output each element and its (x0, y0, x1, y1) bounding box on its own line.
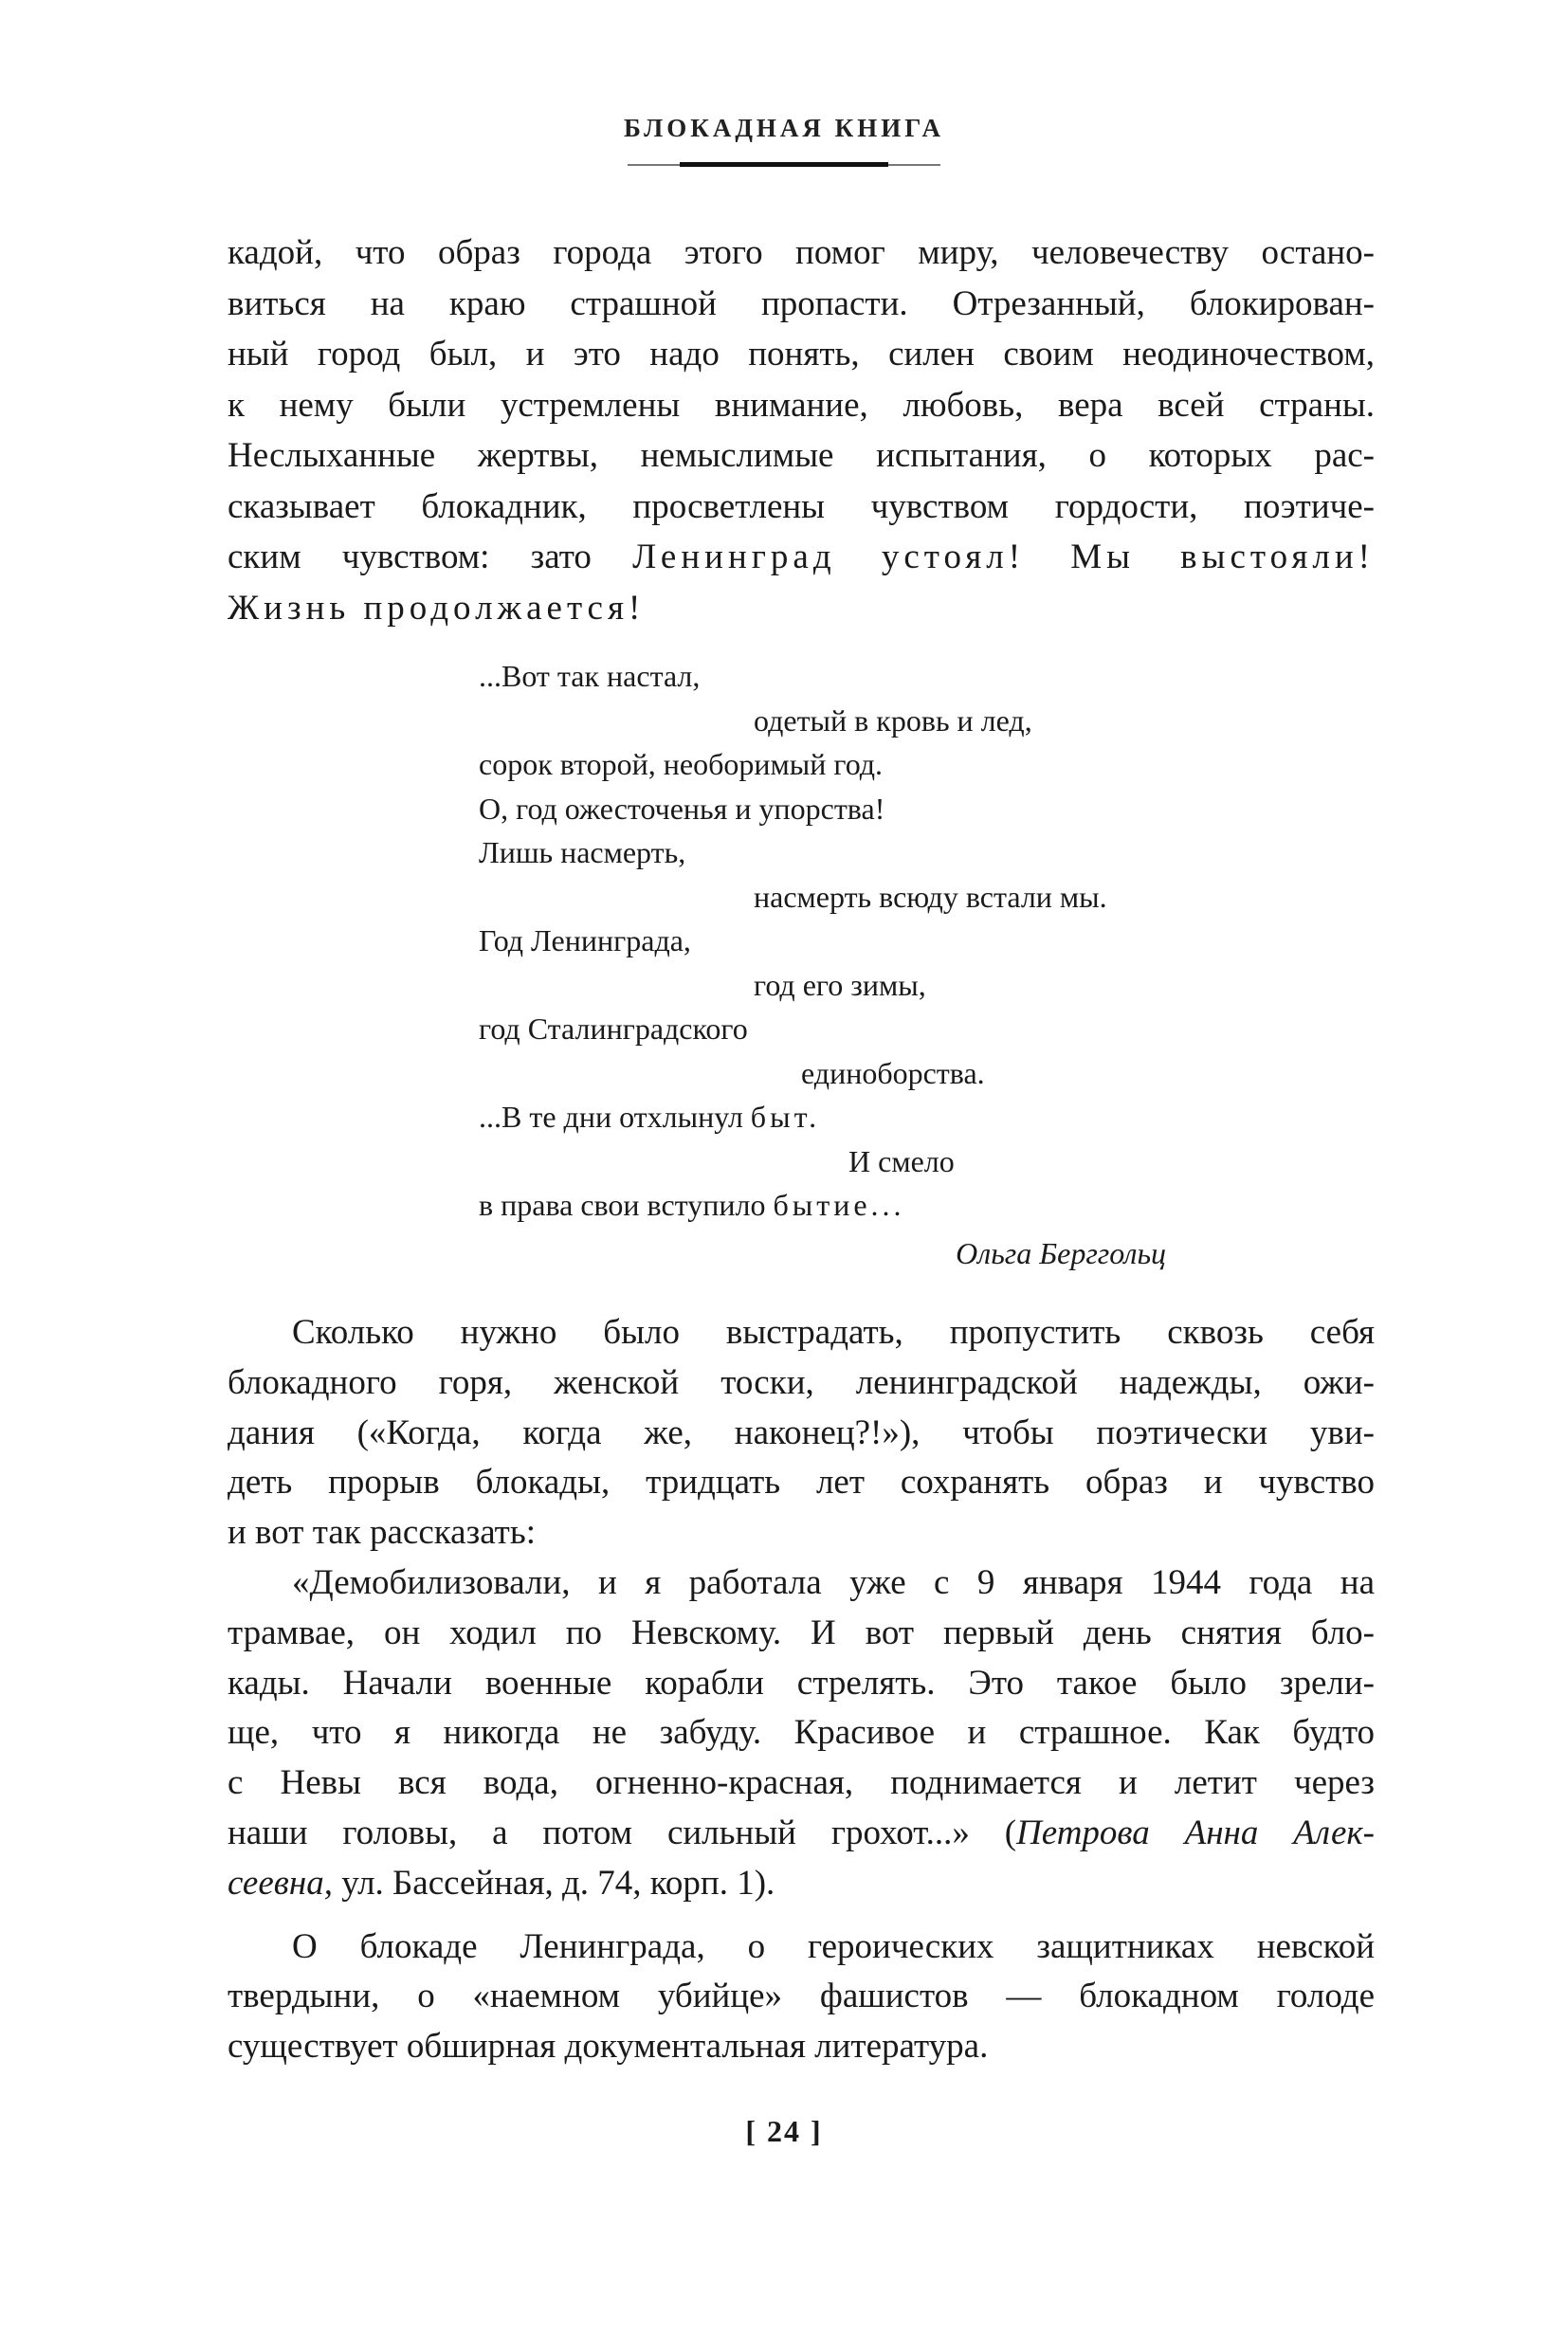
poem-line (479, 1183, 1237, 1228)
poem-line: год Сталинградского (479, 1011, 748, 1046)
poem-author: Ольга Берггольц (956, 1235, 1166, 1270)
spaced-emphasis: быт. (750, 1100, 821, 1134)
spaced-emphasis: Ленинград устоял! Мы выстояли! (632, 538, 1375, 576)
text-run: в права свои вступило (479, 1188, 774, 1222)
text-line: виться на краю страшной пропасти. Отрезанный, блокирован- (228, 283, 1375, 323)
text-line (228, 532, 1375, 583)
text-line: с Невы вся вода, огненно-красная, поднимается и летит через (228, 1763, 1375, 1803)
poem-line: ...Вот так настал, (479, 659, 701, 693)
text-line: трамвае, он ходил по Невскому. И вот первый день снятия бло- (228, 1613, 1375, 1652)
poem-line: И смело (848, 1143, 955, 1178)
text-line: деть прорыв блокады, тридцать лет сохранять образ и чувство (228, 1463, 1375, 1503)
text-line: к нему были устремлены внимание, любовь, вера всей страны. (228, 385, 1375, 425)
text-run: наши головы, а потом сильный грохот...» ( (228, 1813, 1017, 1852)
poem-line: одетый в кровь и лед, (754, 702, 1032, 738)
running-header (0, 114, 1568, 166)
text-line (228, 583, 1375, 634)
poem-line: единоборства. (801, 1055, 985, 1090)
poem-line: Год Ленинграда, (479, 923, 691, 957)
text-line: дания («Когда, когда же, наконец?!»), чтобы поэтически уви- (228, 1412, 1375, 1452)
italic-source-name: Петрова Анна Алек- (1016, 1813, 1375, 1852)
text-line: «Демобилизовали, и я работала уже с 9 января 1944 года на (292, 1562, 1375, 1602)
poem-line: год его зимы, (754, 967, 926, 1002)
text-line: сказывает блокадник, просветлены чувством гордости, поэтиче- (228, 486, 1375, 526)
main-prose (228, 1308, 1375, 2072)
poem-line (479, 1095, 1237, 1139)
poem-line: Лишь насмерть, (479, 835, 686, 869)
text-line (228, 1809, 1375, 1859)
text-line: Сколько нужно было выстрадать, пропустить сквозь себя (292, 1313, 1375, 1352)
text-line: и вот так рассказать: (228, 1513, 536, 1553)
text-run: ул. Бассейная, д. 74, корп. 1). (332, 1863, 775, 1903)
text-run: ...В те дни отхлынул (479, 1100, 751, 1134)
text-line: ще, что я никогда не забуду. Красивое и страшное. Как будто (228, 1713, 1375, 1753)
text-line: ный город был, и это надо понять, силен своим неодиночеством, (228, 335, 1375, 374)
paragraph-2 (228, 1308, 1375, 1558)
header-rule (628, 164, 940, 166)
poem-line: сорок второй, необоримый год. (479, 747, 884, 781)
poem-line: О, год ожесточенья и упорства! (479, 791, 885, 826)
poem-epigraph (479, 654, 1237, 1275)
poem-line: насмерть всюду встали мы. (754, 879, 1107, 914)
text-line: О блокаде Ленинграда, о героических защитниках невской (292, 1926, 1375, 1966)
header-rule-accent (680, 162, 888, 167)
paragraph-3 (228, 1558, 1375, 1909)
running-title: БЛОКАДНАЯ КНИГА (623, 114, 944, 142)
spaced-emphasis: бытие... (773, 1188, 905, 1222)
italic-source-name: сеевна, (228, 1863, 333, 1903)
page-number: [ 24 ] (745, 2114, 823, 2148)
text-line: Неслыханные жертвы, немыслимые испытания, о которых рас- (228, 436, 1375, 475)
intro-paragraph (228, 228, 1375, 633)
text-line: кадой, что образ города этого помог миру, человечеству остано- (228, 233, 1375, 272)
spaced-emphasis: Жизнь продолжается! (228, 588, 646, 628)
text-line: существует обширная документальная литература. (228, 2027, 989, 2067)
paragraph-4 (228, 1923, 1375, 2072)
text-line: кады. Начали военные корабли стрелять. Это такое было зрели- (228, 1663, 1375, 1703)
text-line (228, 1859, 1375, 1909)
text-line: блокадного горя, женской тоски, ленинградской надежды, ожи- (228, 1362, 1375, 1402)
text-line: твердыни, о «наемном убийце» фашистов — блокадном голоде (228, 1977, 1375, 2016)
text-run: ским чувством: зато (228, 538, 633, 576)
